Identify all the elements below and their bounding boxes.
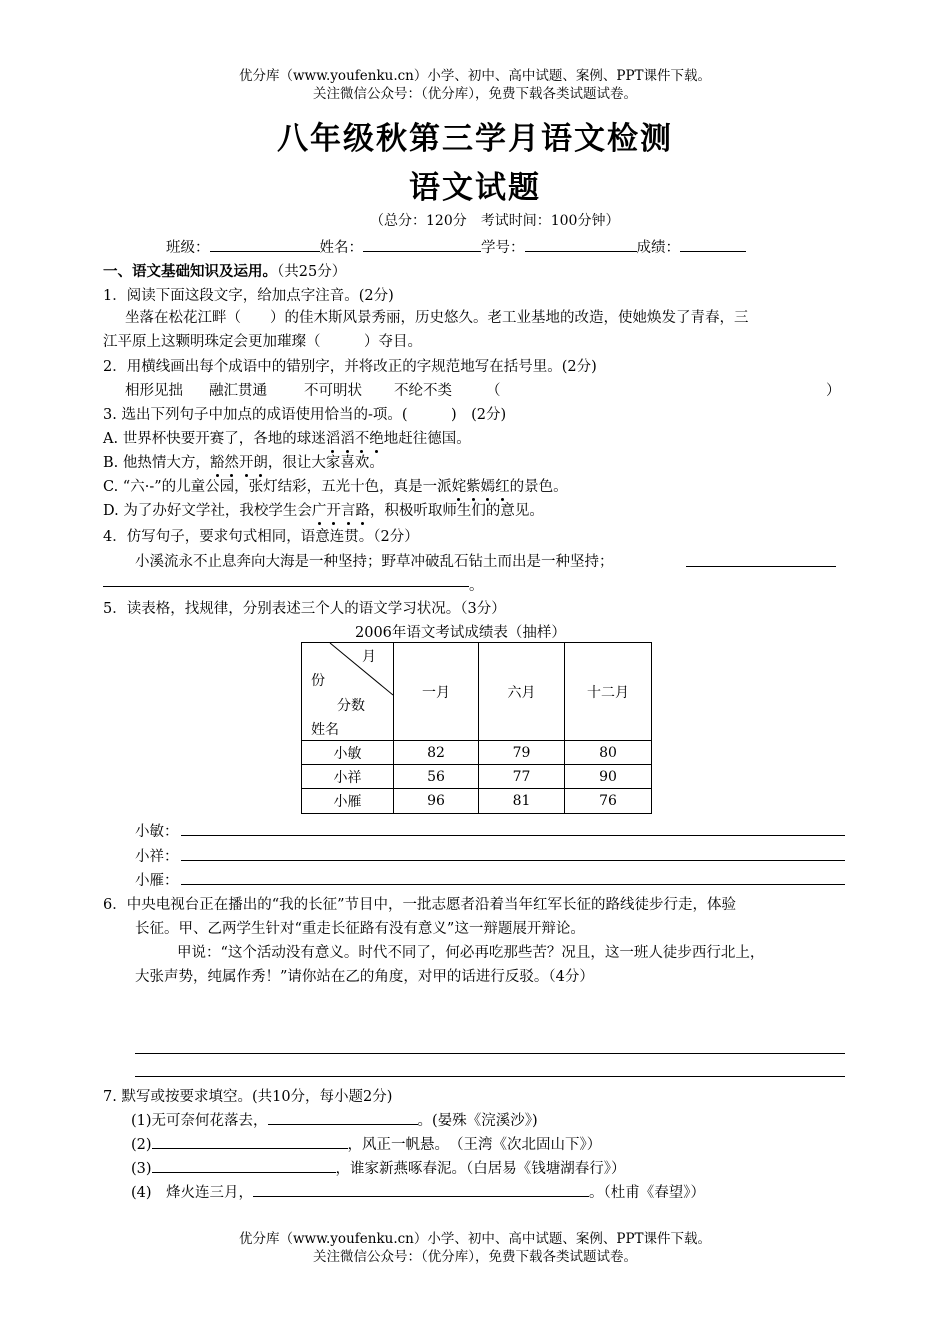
dotted-char: 绝 xyxy=(369,427,384,448)
dotted-char: 开 xyxy=(326,499,341,520)
option-text: 地赶往德国。 xyxy=(383,431,471,447)
footer-line-2: 关注微信公众号：（优分库），免费下载各类试题试卷。 xyxy=(313,1249,637,1265)
q3-option-b[interactable] xyxy=(103,451,384,472)
item-text: (3) xyxy=(131,1161,152,1177)
dotted-char: 红 xyxy=(495,475,510,496)
q7-item-4 xyxy=(131,1181,705,1202)
q2-idiom: 相形见拙 xyxy=(125,383,183,399)
corner-name: 姓名 xyxy=(311,722,339,738)
dotted-idiom xyxy=(326,431,384,447)
q1-text-1: 坐落在松花江畔（ ）的佳木斯风景秀丽，历史悠久。老工业基地的改造，使她焕发了青春，三 xyxy=(125,310,749,326)
q7-item-2 xyxy=(131,1133,601,1154)
header-line-2: 关注微信公众号：（优分库），免费下载各类试题试卷。 xyxy=(313,86,637,102)
exam-info: （总分：120分 考试时间：100分钟） xyxy=(370,213,620,229)
option-text: A. 世界杯快要开赛了，各地的球迷 xyxy=(103,431,326,447)
option-text: ，积极听取师生们的意见。 xyxy=(369,503,544,519)
column-header: 十二月 xyxy=(565,643,652,741)
score-field[interactable] xyxy=(680,236,746,252)
table-title: 2006年语文考试成绩表（抽样） xyxy=(355,625,566,641)
section-1-points: （共25分） xyxy=(277,264,347,280)
page-title: 八年级秋第三学月语文检测 xyxy=(277,121,673,157)
q7-item-1 xyxy=(131,1109,538,1130)
q2-stem: 2．用横线画出每个成语中的错别字，并将改正的字规范地写在括号里。(2分) xyxy=(103,359,597,375)
q7-stem: 7. 默写或按要求填空。(共10分，每小题2分) xyxy=(103,1089,393,1105)
q6-line-3: 甲说：“这个活动没有意义。时代不同了，何必再吃那些苦？况且，这一班人徒步西行北上， xyxy=(177,945,765,961)
score-cell: 79 xyxy=(479,741,565,765)
answer-line-xiaomin[interactable] xyxy=(181,835,845,836)
fill-blank[interactable] xyxy=(253,1181,589,1197)
q6-line-4: 大张声势，纯属作秀！”请你站在乙的角度，对甲的话进行反驳。（4分） xyxy=(135,969,594,985)
row-name: 小祥 xyxy=(302,765,394,789)
footer-line-1: 优分库（www.youfenku.cn）小学、初中、高中试题、案例、PPT课件下载。 xyxy=(238,1231,712,1247)
corner-score: 分数 xyxy=(337,698,365,714)
header-line-1: 优分库（www.youfenku.cn）小学、初中、高中试题、案例、PPT课件下载。 xyxy=(238,68,712,84)
score-cell: 77 xyxy=(479,765,565,789)
answer-label-xiaomin: 小敏： xyxy=(135,824,179,840)
dotted-char: 滔 xyxy=(340,427,355,448)
item-text: (4) 烽火连三月， xyxy=(131,1185,254,1201)
dotted-char: 广 xyxy=(312,499,327,520)
dotted-idiom xyxy=(210,455,268,471)
fill-blank[interactable] xyxy=(152,1157,336,1173)
score-table xyxy=(301,642,652,814)
column-header: 一月 xyxy=(394,643,479,741)
q1-text-2: 江平原上这颗明珠定会更加璀璨（ ）夺目。 xyxy=(103,334,422,350)
q6-line-2: 长征。甲、乙两学生针对“重走长征路有没有意义”这一辩题展开辩论。 xyxy=(135,921,585,937)
score-cell: 80 xyxy=(565,741,652,765)
item-text: 。（杜甫《春望》） xyxy=(589,1185,706,1201)
option-text: 的景色。 xyxy=(509,479,568,495)
score-cell: 81 xyxy=(479,789,565,814)
dotted-char: 豁 xyxy=(210,451,225,472)
q4-answer-line-1[interactable] xyxy=(686,566,836,567)
q3-option-c[interactable] xyxy=(103,475,568,496)
score-cell: 76 xyxy=(565,789,652,814)
column-header: 六月 xyxy=(479,643,565,741)
dotted-char: 不 xyxy=(355,427,370,448)
option-text: D. 为了办好文学社，我校学生会 xyxy=(103,503,312,519)
score-cell: 82 xyxy=(394,741,479,765)
table-row xyxy=(302,741,652,765)
id-field[interactable] xyxy=(525,236,637,252)
answer-line-xiaoxiang[interactable] xyxy=(181,860,845,861)
q6-answer-line[interactable] xyxy=(135,1076,845,1077)
corner-fen: 份 xyxy=(311,673,325,689)
answer-label-xiaoxiang: 小祥： xyxy=(135,849,179,865)
id-label: 学号： xyxy=(481,240,525,256)
score-cell: 96 xyxy=(394,789,479,814)
student-info-row xyxy=(166,236,746,257)
dotted-char: 嫣 xyxy=(481,475,496,496)
option-text: B. 他热情大方， xyxy=(103,455,210,471)
row-name: 小雁 xyxy=(302,789,394,814)
answer-label-xiaoyan: 小雁： xyxy=(135,873,179,889)
dotted-char: 然 xyxy=(224,451,239,472)
q2-idiom: 不纶不类 xyxy=(394,383,452,399)
name-label: 姓名： xyxy=(319,240,363,256)
option-text: ，很让大家喜欢。 xyxy=(267,455,384,471)
dotted-char: 紫 xyxy=(466,475,481,496)
q6-line-1: 6．中央电视台正在播出的“我的长征”节目中，一批志愿者沿着当年红军长征的路线徒步行走，体验 xyxy=(103,897,737,913)
q3-option-a[interactable] xyxy=(103,427,471,448)
dotted-char: 朗 xyxy=(253,451,268,472)
table-row xyxy=(302,789,652,814)
item-text: (2) xyxy=(131,1137,152,1153)
corner-month: 月 xyxy=(362,649,376,665)
q2-paren-open: （ xyxy=(486,383,501,399)
fill-blank[interactable] xyxy=(152,1133,348,1149)
class-label: 班级： xyxy=(166,240,210,256)
score-label: 成绩： xyxy=(636,240,680,256)
q4-answer-line-2[interactable] xyxy=(103,586,469,587)
score-cell: 90 xyxy=(565,765,652,789)
fill-blank[interactable] xyxy=(268,1109,418,1125)
answer-line-xiaoyan[interactable] xyxy=(181,884,845,885)
item-text: 。(晏殊《浣溪沙》) xyxy=(417,1113,538,1129)
section-1-heading xyxy=(103,260,346,281)
page-subtitle: 语文试题 xyxy=(409,170,541,206)
q2-paren-close: ） xyxy=(826,383,841,399)
table-corner-cell xyxy=(302,643,394,741)
q4-end-mark: 。 xyxy=(469,578,484,594)
q5-stem: 5．读表格，找规律，分别表述三个人的语文学习状况。（3分） xyxy=(103,601,506,617)
q4-text: 小溪流永不止息奔向大海是一种坚持；野草冲破乱石钻土而出是一种坚持； xyxy=(135,554,614,570)
dotted-char: 路 xyxy=(355,499,370,520)
score-cell: 56 xyxy=(394,765,479,789)
dotted-idiom xyxy=(312,503,370,519)
dotted-char: 姹 xyxy=(452,475,467,496)
option-text: C. “六·-”的儿童公园，张灯结彩，五光十色，真是一派 xyxy=(103,479,452,495)
dotted-char: 滔 xyxy=(326,427,341,448)
row-name: 小敏 xyxy=(302,741,394,765)
q2-idiom: 不可明状 xyxy=(304,383,362,399)
section-1-label: 一、语文基础知识及运用。 xyxy=(103,263,277,280)
q3-stem: 3. 选出下列句子中加点的成语使用恰当的-项。( ) (2分) xyxy=(103,407,507,423)
q6-answer-line[interactable] xyxy=(135,1053,845,1054)
class-field[interactable] xyxy=(210,236,320,252)
dotted-idiom xyxy=(452,479,510,495)
q1-stem: 1．阅读下面这段文字，给加点字注音。(2分) xyxy=(103,288,394,304)
item-text: ，风正一帆悬。 （王湾《次北固山下》） xyxy=(347,1137,602,1153)
name-field[interactable] xyxy=(363,236,481,252)
dotted-char: 言 xyxy=(341,499,356,520)
table-row xyxy=(302,765,652,789)
dotted-char: 开 xyxy=(239,451,254,472)
q4-stem: 4．仿写句子，要求句式相同，语意连贯。（2分） xyxy=(103,529,419,545)
q7-item-3 xyxy=(131,1157,626,1178)
q3-option-d[interactable] xyxy=(103,499,544,520)
item-text: ，谁家新燕啄春泥。（白居易《钱塘湖春行》） xyxy=(335,1161,626,1177)
item-text: (1)无可奈何花落去， xyxy=(131,1113,268,1129)
q2-idiom: 融汇贯通 xyxy=(209,383,267,399)
